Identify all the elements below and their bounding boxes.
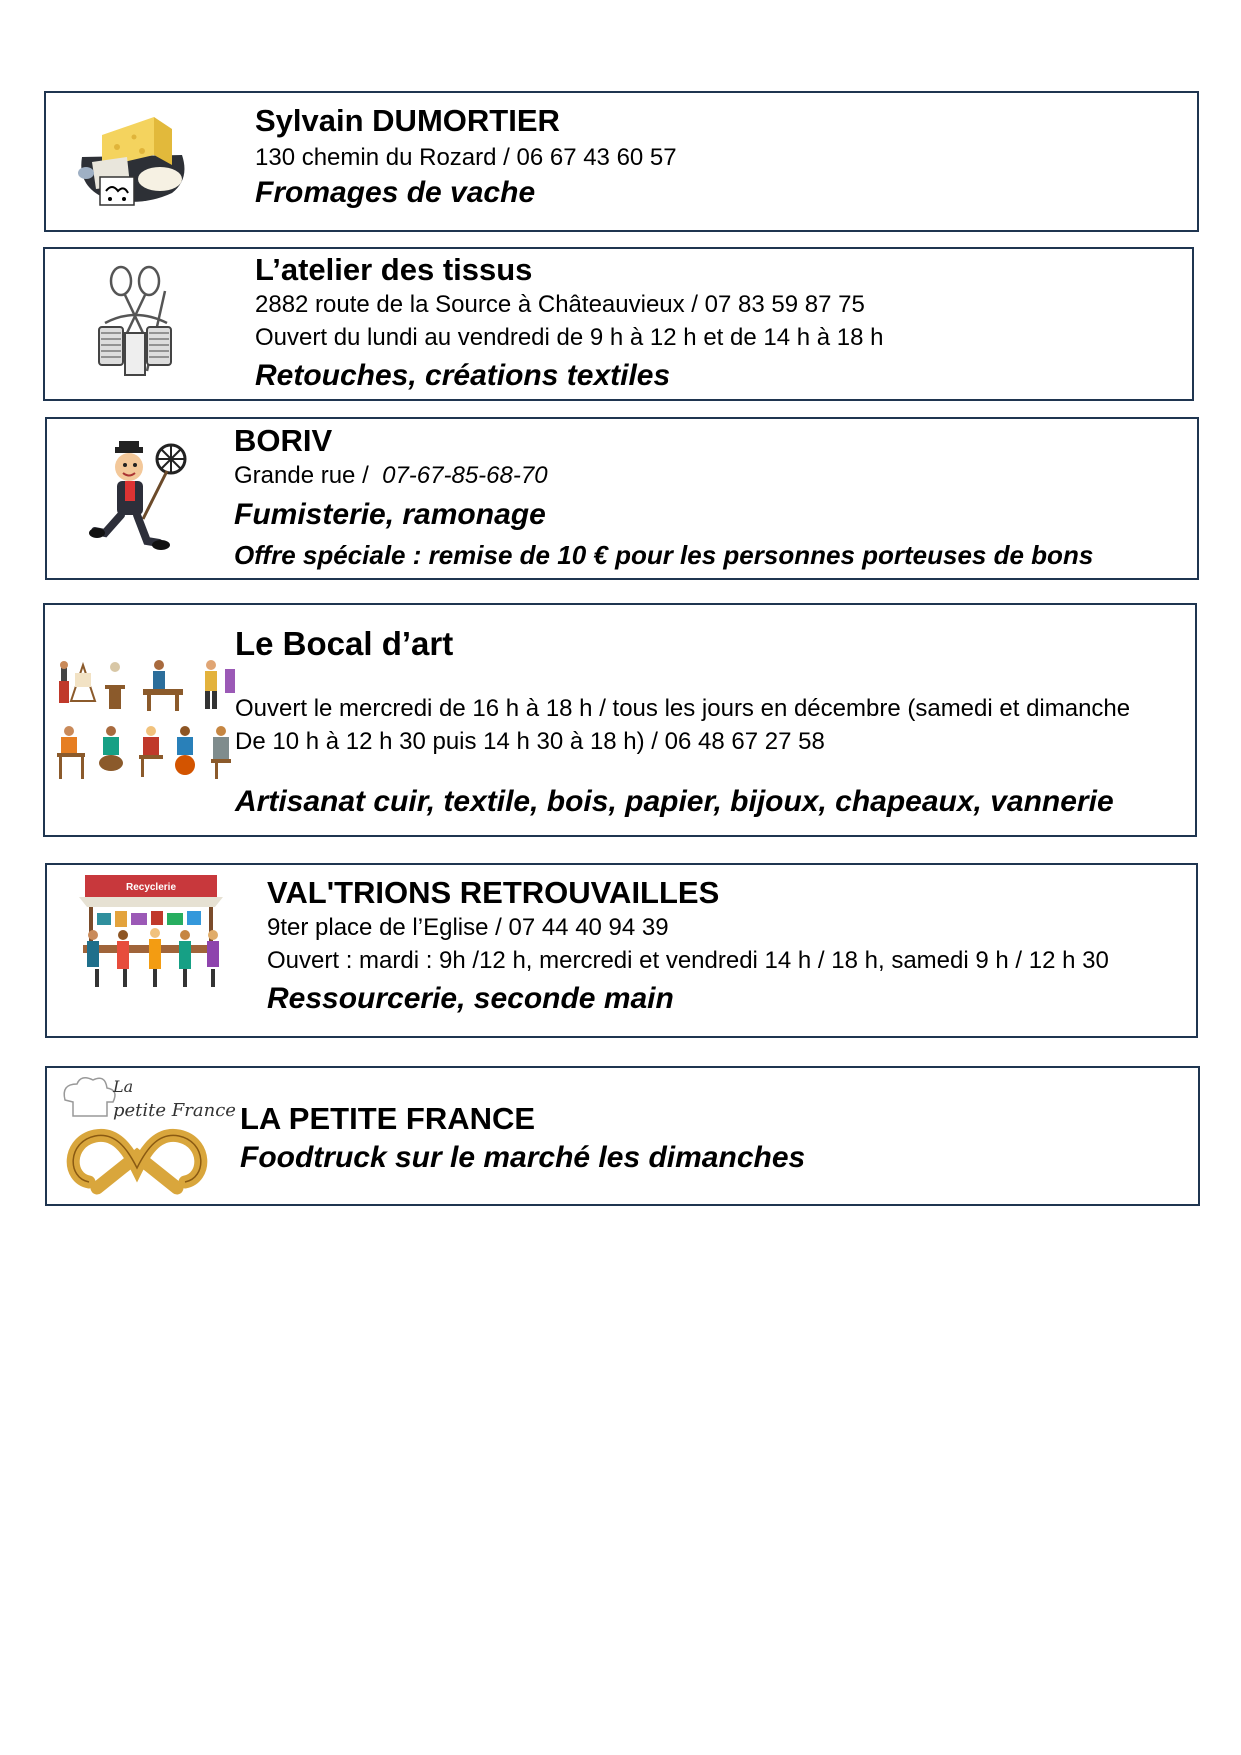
vendor-card-boriv xyxy=(45,417,1199,580)
pretzel-chef-icon xyxy=(57,1072,236,1202)
vendor-name: L’atelier des tissus xyxy=(255,252,533,287)
vendor-category: Fumisterie, ramonage xyxy=(234,498,546,531)
vendor-name: BORIV xyxy=(234,423,333,458)
scissors-thread-icon xyxy=(85,263,189,387)
vendor-category: Foodtruck sur le marché les dimanches xyxy=(240,1141,806,1174)
vendor-address: 2882 route de la Source à Châteauvieux / 07 83 59 87 75 xyxy=(255,291,865,318)
vendor-hours: Ouvert : mardi : 9h /12 h, mercredi et vendredi 14 h / 18 h, samedi 9 h / 12 h 30 xyxy=(267,947,1109,974)
vendor-name: LA PETITE FRANCE xyxy=(240,1101,536,1136)
vendor-address: 130 chemin du Rozard / 06 67 43 60 57 xyxy=(255,144,677,171)
recyclerie-sign: Recyclerie xyxy=(125,882,177,893)
vendor-name: Le Bocal d’art xyxy=(235,625,454,662)
artisans-icon xyxy=(55,661,245,791)
vendor-name: Sylvain DUMORTIER xyxy=(255,103,560,138)
vendor-category: Artisanat cuir, textile, bois, papier, bijoux, chapeaux, vannerie xyxy=(235,785,1114,818)
vendor-card-bocal-dart xyxy=(43,603,1197,837)
vendor-hours-line2: De 10 h à 12 h 30 puis 14 h 30 à 18 h) / 06 48 67 27 58 xyxy=(235,728,825,755)
vendor-address: 9ter place de l’Eglise / 07 44 40 94 39 xyxy=(267,914,669,941)
vendor-hours-line1: Ouvert le mercredi de 16 h à 18 h / tous les jours en décembre (samedi et dimanche xyxy=(235,695,1131,722)
vendor-offer: Offre spéciale : remise de 10 € pour les personnes porteuses de bons xyxy=(234,540,1094,570)
vendor-address xyxy=(234,459,548,492)
logo-text-petite-france: petite France xyxy=(113,1100,236,1121)
vendor-card-atelier-tissus xyxy=(43,247,1194,401)
vendor-card-valtrions xyxy=(45,863,1198,1038)
vendor-name: VAL'TRIONS RETROUVAILLES xyxy=(267,875,720,910)
vendor-category: Retouches, créations textiles xyxy=(255,359,671,392)
vendor-hours: Ouvert du lundi au vendredi de 9 h à 12 h et de 14 h à 18 h xyxy=(255,324,884,351)
vendor-category: Ressourcerie, seconde main xyxy=(267,982,674,1015)
chimney-sweep-icon xyxy=(89,441,201,557)
vendor-address-street: Grande rue / xyxy=(234,462,369,489)
vendor-category: Fromages de vache xyxy=(255,176,536,209)
vendor-card-dumortier xyxy=(44,91,1199,232)
recyclerie-shop-icon xyxy=(73,873,229,991)
cheese-platter-icon xyxy=(72,107,192,215)
vendor-card-petite-france xyxy=(45,1066,1200,1206)
vendor-phone: 07-67-85-68-70 xyxy=(382,462,548,489)
logo-text-la: La xyxy=(113,1077,134,1096)
